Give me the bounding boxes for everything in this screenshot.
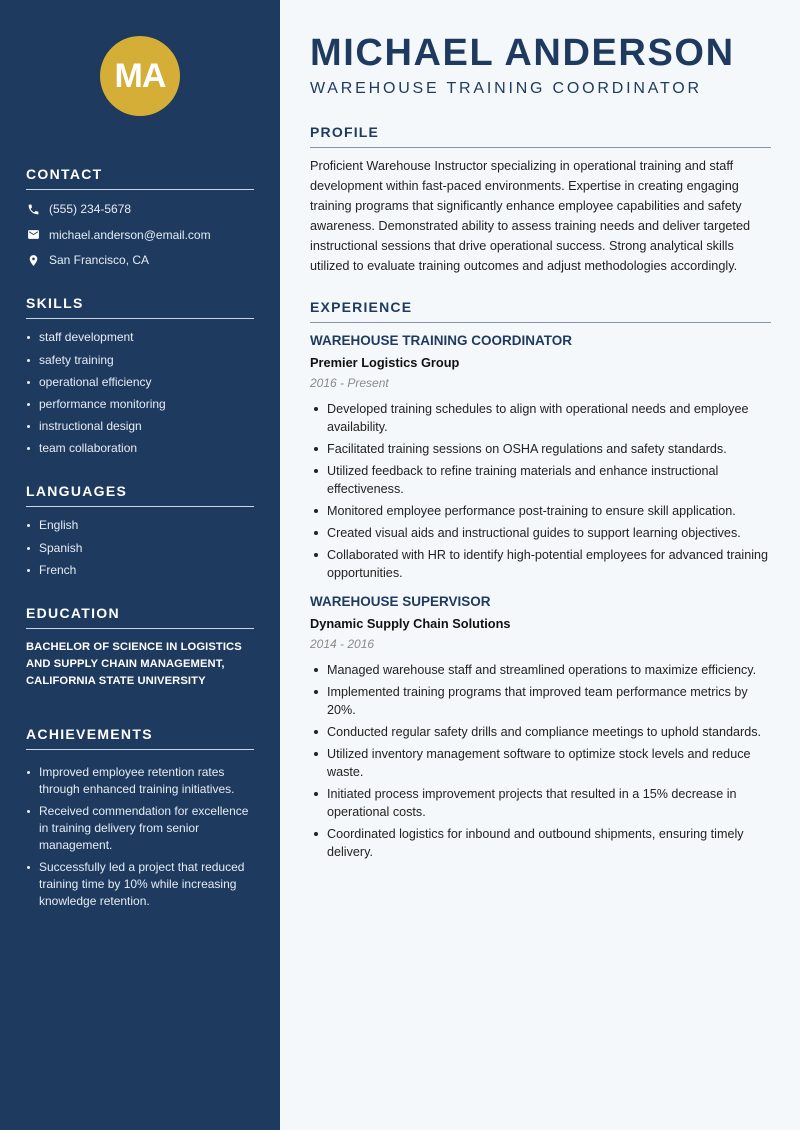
achievements-section (26, 726, 254, 910)
contact-section (26, 166, 254, 269)
job-bullet: Monitored employee performance post-training to ensure skill application. (310, 502, 771, 520)
job-company: Premier Logistics Group (310, 355, 460, 370)
contact-heading: CONTACT (26, 166, 254, 190)
job-title: WAREHOUSE TRAINING COORDINATOR (310, 333, 573, 348)
education-heading: EDUCATION (26, 605, 254, 629)
sidebar (0, 0, 280, 1130)
job-bullet: Managed warehouse staff and streamlined operations to maximize efficiency. (310, 661, 771, 679)
job-dates: 2016 - Present (310, 376, 389, 390)
candidate-name: MICHAEL ANDERSON (310, 32, 735, 74)
job-company: Dynamic Supply Chain Solutions (310, 616, 511, 631)
email-icon (26, 228, 40, 242)
avatar: MA (100, 36, 180, 116)
achievement-item: Successfully led a project that reduced training time by 10% while increasing knowledge retention. (26, 859, 254, 910)
education-section (26, 605, 254, 690)
languages-list (26, 517, 254, 578)
job-bullet: Developed training schedules to align with operational needs and employee availability. (310, 400, 771, 436)
job-bullet: Utilized feedback to refine training materials and enhance instructional effectiveness. (310, 462, 771, 498)
job-bullet: Conducted regular safety drills and compliance meetings to uphold standards. (310, 723, 771, 741)
avatar-wrap (26, 36, 254, 116)
skill-item: instructional design (26, 418, 254, 435)
education-degree: BACHELOR OF SCIENCE IN LOGISTICS AND SUPPLY CHAIN MANAGEMENT, CALIFORNIA STATE UNIVERSITY (26, 640, 242, 687)
job-entry (310, 331, 771, 582)
experience-section (310, 299, 771, 861)
contact-phone (26, 200, 254, 218)
job-bullets (310, 400, 771, 582)
contact-email (26, 226, 254, 244)
languages-heading: LANGUAGES (26, 483, 254, 507)
achievements-heading: ACHIEVEMENTS (26, 726, 254, 750)
job-bullet: Facilitated training sessions on OSHA regulations and safety standards. (310, 440, 771, 458)
skill-item: team collaboration (26, 440, 254, 457)
profile-heading: PROFILE (310, 124, 771, 148)
location-text: San Francisco, CA (49, 253, 150, 268)
experience-heading: EXPERIENCE (310, 299, 771, 323)
location-icon (26, 253, 40, 267)
language-item: Spanish (26, 540, 254, 557)
job-bullet: Coordinated logistics for inbound and outbound shipments, ensuring timely delivery. (310, 825, 771, 861)
job-bullet: Utilized inventory management software to optimize stock levels and reduce waste. (310, 745, 771, 781)
contact-location (26, 251, 254, 269)
job-bullet: Created visual aids and instructional guides to support learning objectives. (310, 524, 771, 542)
job-entry (310, 592, 771, 861)
profile-section (310, 124, 771, 276)
skills-list (26, 329, 254, 457)
email-text[interactable]: michael.anderson@email.com (49, 227, 211, 242)
candidate-title: WAREHOUSE TRAINING COORDINATOR (310, 80, 702, 97)
phone-text[interactable]: (555) 234-5678 (49, 202, 132, 216)
job-bullet: Collaborated with HR to identify high-potential employees for advanced training opportunities. (310, 546, 771, 582)
job-bullet: Initiated process improvement projects that resulted in a 15% decrease in operational costs. (310, 785, 771, 821)
phone-icon (26, 202, 40, 216)
skills-heading: SKILLS (26, 295, 254, 319)
skill-item: operational efficiency (26, 374, 254, 391)
job-dates: 2014 - 2016 (310, 637, 375, 651)
achievements-list (26, 764, 254, 910)
skills-section (26, 295, 254, 457)
profile-text: Proficient Warehouse Instructor specializing in operational training and staff development within fast-paced environments. Expertise in creating engaging training programs that significantly enhance employee capabilities and safety awareness. Demonstrated ability to assess training needs and deliver targeted instructional sessions that drive operational success. Strong analytical skills utilized to evaluate training outcomes and adjust methodologies accordingly. (310, 159, 751, 273)
skill-item: performance monitoring (26, 396, 254, 413)
job-bullet: Implemented training programs that improved team performance metrics by 20%. (310, 683, 771, 719)
skill-item: safety training (26, 352, 254, 369)
achievement-item: Improved employee retention rates through enhanced training initiatives. (26, 764, 254, 798)
job-bullets (310, 661, 771, 861)
language-item: French (26, 562, 254, 579)
languages-section (26, 483, 254, 578)
achievement-item: Received commendation for excellence in training delivery from senior management. (26, 803, 254, 854)
skill-item: staff development (26, 329, 254, 346)
main-content (280, 0, 800, 1130)
job-title: WAREHOUSE SUPERVISOR (310, 594, 491, 609)
language-item: English (26, 517, 254, 534)
